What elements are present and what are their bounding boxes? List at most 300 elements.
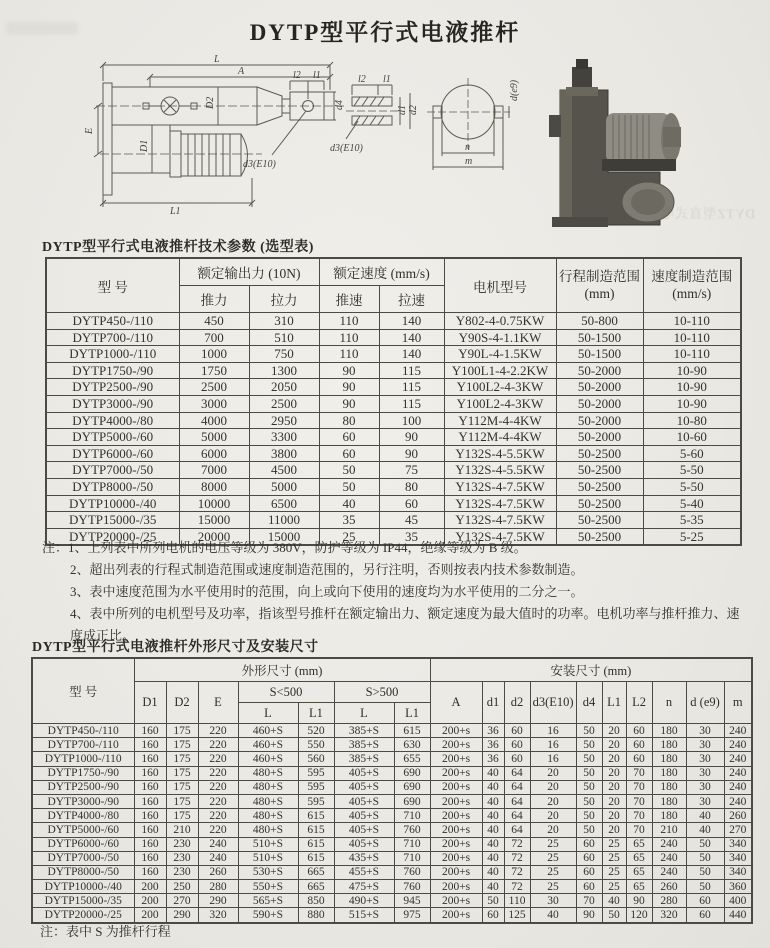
table-cell: 1300 [249, 362, 319, 379]
table-cell: 70 [626, 766, 652, 780]
table-cell: 490+S [334, 894, 394, 908]
table-cell: 90 [576, 908, 602, 923]
table-cell: 11000 [249, 512, 319, 529]
table-cell: 10-90 [643, 362, 741, 379]
table-cell: 110 [319, 329, 379, 346]
table-cell: 200+s [430, 908, 482, 923]
table-cell: 760 [394, 880, 430, 894]
table-cell: 160 [134, 724, 166, 738]
table-cell: 615 [298, 837, 334, 851]
table-cell: 710 [394, 837, 430, 851]
table-cell: 405+S [334, 823, 394, 837]
table-cell: 250 [166, 880, 198, 894]
table-cell: 240 [652, 837, 686, 851]
table-cell: 90 [379, 445, 444, 462]
table-cell: 220 [198, 823, 238, 837]
table-cell: 60 [626, 724, 652, 738]
table-cell: 50-2500 [556, 462, 643, 479]
col-header-s-lt-500: S<500 [238, 682, 334, 703]
table-cell: 340 [724, 837, 752, 851]
col-header-d1: d1 [482, 682, 504, 724]
table-cell: 160 [134, 738, 166, 752]
table-cell: DYTP6000-/60 [46, 445, 179, 462]
table-cell: 400 [724, 894, 752, 908]
table-row [46, 362, 741, 379]
table-cell: 230 [166, 837, 198, 851]
table-cell: 405+S [334, 794, 394, 808]
section-view-labels [330, 74, 419, 154]
table-cell: 75 [379, 462, 444, 479]
table-cell: 175 [166, 738, 198, 752]
table-cell: 50 [686, 851, 724, 865]
table-cell: 50 [319, 478, 379, 495]
table-cell: 290 [198, 894, 238, 908]
col-header-model: 型 号 [46, 258, 179, 313]
table-row [46, 429, 741, 446]
table-cell: DYTP450-/110 [46, 313, 179, 330]
table-cell: DYTP4000-/80 [46, 412, 179, 429]
table-cell: 36 [482, 738, 504, 752]
table-cell: 8000 [179, 478, 249, 495]
table-cell: 180 [652, 766, 686, 780]
table-cell: 20 [530, 780, 576, 794]
table-cell: 10-90 [643, 395, 741, 412]
table-cell: 40 [530, 908, 576, 923]
table-cell: DYTP6000-/60 [32, 837, 134, 851]
table-cell: Y802-4-0.75KW [444, 313, 556, 330]
table-cell: 20 [602, 780, 626, 794]
table-cell: 64 [504, 766, 530, 780]
spec-table-body [46, 313, 741, 546]
bleedthrough-text: DYTZ型直式电 [660, 206, 755, 221]
table-cell: 460+S [238, 738, 298, 752]
table-cell: 200+s [430, 766, 482, 780]
table-cell: 50-2500 [556, 445, 643, 462]
col-header-d4: d4 [576, 682, 602, 724]
table-cell: 25 [530, 851, 576, 865]
table-cell: 665 [298, 880, 334, 894]
table-cell: DYTP10000-/40 [46, 495, 179, 512]
table-row [46, 395, 741, 412]
table-cell: 480+S [238, 780, 298, 794]
table-row [46, 478, 741, 495]
table-cell: 70 [626, 780, 652, 794]
table-cell: Y132S-4-7.5KW [444, 478, 556, 495]
table-cell: 60 [319, 445, 379, 462]
col-header-de9: d (e9) [686, 682, 724, 724]
table-cell: 175 [166, 794, 198, 808]
table-cell: 25 [602, 880, 626, 894]
table-row [46, 313, 741, 330]
table-cell: 30 [686, 766, 724, 780]
table-cell: 20 [602, 823, 626, 837]
table-cell: 340 [724, 865, 752, 879]
table-cell: 320 [652, 908, 686, 923]
stroke-range-unit: (mm) [584, 285, 615, 301]
table-cell: 115 [379, 379, 444, 396]
dim-label-l2: l2 [293, 70, 301, 81]
table-cell: 2950 [249, 412, 319, 429]
table-cell: 595 [298, 780, 334, 794]
table1-notes [42, 537, 742, 647]
table-cell: 16 [530, 738, 576, 752]
table-cell: 360 [724, 880, 752, 894]
table-cell: 10-80 [643, 412, 741, 429]
table-cell: 35 [379, 528, 444, 545]
table-cell: 200+s [430, 752, 482, 766]
table-cell: 240 [724, 738, 752, 752]
table-cell: 35 [319, 512, 379, 529]
table-row [46, 512, 741, 529]
table-cell: 64 [504, 794, 530, 808]
table-cell: DYTP1750-/90 [46, 362, 179, 379]
table-cell: 64 [504, 823, 530, 837]
table-cell: 240 [724, 794, 752, 808]
table-cell: 110 [319, 313, 379, 330]
table-cell: 270 [724, 823, 752, 837]
table-cell: 90 [626, 894, 652, 908]
table-cell: 240 [652, 865, 686, 879]
table-cell: 140 [379, 329, 444, 346]
table-cell: Y112M-4-4KW [444, 412, 556, 429]
table-cell: 50-2000 [556, 379, 643, 396]
table-cell: 65 [626, 851, 652, 865]
table-cell: 270 [166, 894, 198, 908]
dim-label-de9: d(e9) [509, 79, 520, 101]
table-cell: 710 [394, 809, 430, 823]
table-cell: 280 [652, 894, 686, 908]
table-cell: 1750 [179, 362, 249, 379]
table-cell: 230 [166, 851, 198, 865]
table-cell: 200+s [430, 837, 482, 851]
table-cell: 60 [504, 738, 530, 752]
table-cell: 50 [576, 724, 602, 738]
table-cell: 550+S [238, 880, 298, 894]
table-cell: 405+S [334, 780, 394, 794]
table-cell: 90 [379, 429, 444, 446]
table-cell: 200+s [430, 823, 482, 837]
table-cell: DYTP15000-/35 [46, 512, 179, 529]
table-cell: 260 [652, 880, 686, 894]
table-cell: 20 [602, 794, 626, 808]
table-cell: 140 [379, 346, 444, 363]
table-cell: 60 [576, 851, 602, 865]
col-header-speed-range [643, 258, 741, 313]
table-cell: 20 [530, 823, 576, 837]
table-cell: 60 [576, 880, 602, 894]
table-cell: 385+S [334, 752, 394, 766]
dim-label-l1: l1 [313, 70, 321, 81]
table-cell: 160 [134, 837, 166, 851]
table-cell: 690 [394, 766, 430, 780]
table-cell: 510 [249, 329, 319, 346]
table-cell: 40 [686, 809, 724, 823]
table-cell: 50 [686, 837, 724, 851]
table-cell: 16 [530, 724, 576, 738]
table-cell: 280 [198, 880, 238, 894]
table-cell: 2500 [249, 395, 319, 412]
table-row [32, 894, 752, 908]
table-cell: 200+s [430, 894, 482, 908]
table-cell: 440 [724, 908, 752, 923]
table-cell: 515+S [334, 908, 394, 923]
table-cell: 50-2000 [556, 395, 643, 412]
table-cell: 2500 [179, 379, 249, 396]
table-cell: 760 [394, 865, 430, 879]
table-row [32, 766, 752, 780]
table-cell: 220 [198, 752, 238, 766]
table-cell: 60 [482, 908, 504, 923]
table-cell: 175 [166, 724, 198, 738]
table-cell: 25 [602, 865, 626, 879]
table-cell: 70 [626, 809, 652, 823]
table-cell: 3300 [249, 429, 319, 446]
table-cell: 25 [602, 851, 626, 865]
table-row [32, 837, 752, 851]
dim-label-E: E [84, 127, 95, 134]
table-cell: 180 [652, 780, 686, 794]
table-cell: 160 [134, 766, 166, 780]
table-cell: 50-2000 [556, 429, 643, 446]
table-cell: 260 [724, 809, 752, 823]
table-cell: 20000 [179, 528, 249, 545]
table-row [32, 752, 752, 766]
table-cell: 240 [198, 851, 238, 865]
dim-label-n: n [465, 142, 470, 153]
table-row [32, 851, 752, 865]
col-header-L1-gt: L1 [394, 703, 430, 724]
table-row [46, 462, 741, 479]
table-cell: 5000 [179, 429, 249, 446]
table-cell: 50 [576, 738, 602, 752]
table-cell: 50-2500 [556, 478, 643, 495]
dim-label-d3: d3(E10) [243, 159, 276, 170]
table-cell: 50-2500 [556, 512, 643, 529]
table-cell: 65 [626, 837, 652, 851]
table-cell: 5000 [249, 478, 319, 495]
col-header-motor-model: 电机型号 [444, 258, 556, 313]
table-cell: 5-35 [643, 512, 741, 529]
table-cell: 220 [198, 738, 238, 752]
table-cell: DYTP1750-/90 [32, 766, 134, 780]
table-cell: 10-110 [643, 313, 741, 330]
table-cell: 480+S [238, 794, 298, 808]
table-cell: DYTP3000-/90 [32, 794, 134, 808]
table-cell: 5-40 [643, 495, 741, 512]
table-cell: 120 [626, 908, 652, 923]
col-header-L1b: L1 [602, 682, 626, 724]
table-cell: 65 [626, 880, 652, 894]
table-cell: 690 [394, 794, 430, 808]
table-cell: 615 [298, 851, 334, 865]
table-cell: 480+S [238, 766, 298, 780]
table-row [32, 724, 752, 738]
table-cell: 385+S [334, 738, 394, 752]
table-cell: 60 [576, 837, 602, 851]
table-row [32, 780, 752, 794]
table-cell: 455+S [334, 865, 394, 879]
table-cell: 975 [394, 908, 430, 923]
table-cell: 310 [249, 313, 319, 330]
dim-label-sd1: d1 [397, 105, 408, 115]
table-cell: 565+S [238, 894, 298, 908]
col-header-n: n [652, 682, 686, 724]
page-title: DYTP型平行式电液推杆 [249, 20, 521, 45]
table-cell: 180 [652, 794, 686, 808]
table-cell: 50 [319, 462, 379, 479]
table-row [32, 823, 752, 837]
col-header-L-gt: L [334, 703, 394, 724]
col-header-D2: D2 [166, 682, 198, 724]
table-cell: 510+S [238, 851, 298, 865]
table-cell: 5-25 [643, 528, 741, 545]
table-cell: DYTP3000-/90 [46, 395, 179, 412]
table-cell: 60 [504, 752, 530, 766]
table-cell: 20 [602, 724, 626, 738]
col-header-d2: d2 [504, 682, 530, 724]
table-cell: 115 [379, 362, 444, 379]
table-row [46, 495, 741, 512]
table-row [32, 809, 752, 823]
table-cell: Y100L2-4-3KW [444, 395, 556, 412]
dim-label-m: m [465, 156, 473, 167]
table-cell: 3000 [179, 395, 249, 412]
table-cell: 220 [198, 794, 238, 808]
table-cell: 200+s [430, 809, 482, 823]
table-cell: 50-1500 [556, 346, 643, 363]
table-cell: Y90L-4-1.5KW [444, 346, 556, 363]
table-cell: 110 [504, 894, 530, 908]
table-cell: 70 [626, 823, 652, 837]
table-cell: 90 [319, 379, 379, 396]
table-cell: 290 [166, 908, 198, 923]
table-row [46, 445, 741, 462]
table-cell: 405+S [334, 837, 394, 851]
side-view-drawing [94, 62, 344, 207]
col-header-D1: D1 [134, 682, 166, 724]
table-cell: 595 [298, 794, 334, 808]
table-cell: 36 [482, 752, 504, 766]
table-cell: 530+S [238, 865, 298, 879]
table-cell: 220 [198, 766, 238, 780]
table-cell: 140 [379, 313, 444, 330]
table-cell: 160 [134, 780, 166, 794]
col-header-rated-force: 额定输出力 (10N) [179, 258, 319, 286]
table-cell: 210 [652, 823, 686, 837]
col-header-L1-lt: L1 [298, 703, 334, 724]
col-header-model2: 型 号 [32, 658, 134, 724]
table-cell: 7000 [179, 462, 249, 479]
table-cell: 590+S [238, 908, 298, 923]
table-cell: 40 [482, 823, 504, 837]
speed-range-title: 速度制造范围 [651, 268, 733, 284]
table-cell: 710 [394, 851, 430, 865]
table-cell: 240 [724, 752, 752, 766]
table-cell: 15000 [249, 528, 319, 545]
speed-range-unit: (mm/s) [672, 285, 712, 301]
table-cell: 50 [576, 809, 602, 823]
table-cell: DYTP5000-/60 [46, 429, 179, 446]
table-cell: 200+s [430, 738, 482, 752]
table-row [46, 412, 741, 429]
table-cell: 260 [198, 865, 238, 879]
table-cell: 630 [394, 738, 430, 752]
table-cell: 240 [724, 780, 752, 794]
table-cell: 72 [504, 865, 530, 879]
table-cell: 460+S [238, 752, 298, 766]
table-cell: 10000 [179, 495, 249, 512]
note-line: 4、表中所列的电机型号及功率，指该型号推杆在额定输出力、额定速度为最大值时的功率。电机功率与推杆推力、速度成正比。 [70, 606, 740, 643]
dim-label-sl1: l1 [383, 74, 391, 85]
table-cell: 20 [602, 766, 626, 780]
table-cell: 200+s [430, 865, 482, 879]
table-cell: 5-50 [643, 462, 741, 479]
note-line: 3、表中速度范围为水平使用时的范围，向上或向下使用的速度均为水平使用的二分之一。 [70, 584, 584, 599]
table-cell: 40 [482, 865, 504, 879]
table-cell: 72 [504, 837, 530, 851]
table-cell: 30 [686, 752, 724, 766]
table-row [32, 865, 752, 879]
table-cell: 50-1500 [556, 329, 643, 346]
table-cell: DYTP8000-/50 [46, 478, 179, 495]
table-cell: 320 [198, 908, 238, 923]
table-cell: 475+S [334, 880, 394, 894]
table-cell: DYTP20000-/25 [46, 528, 179, 545]
table-cell: DYTP20000-/25 [32, 908, 134, 923]
table-cell: 4000 [179, 412, 249, 429]
table-cell: 80 [319, 412, 379, 429]
table-cell: 200 [134, 880, 166, 894]
table-cell: 200 [134, 908, 166, 923]
note-line: 注：1、上列表中所列电机的电压等级为 380V，防护等级为 IP44，绝缘等级为 B 级。 [42, 540, 527, 555]
dimension-table [31, 657, 753, 924]
table-cell: 20 [602, 809, 626, 823]
dim-label-L: L [214, 55, 220, 65]
table-cell: Y132S-4-7.5KW [444, 495, 556, 512]
table-cell: 10-110 [643, 329, 741, 346]
table-cell: 50-800 [556, 313, 643, 330]
table-cell: DYTP700-/110 [46, 329, 179, 346]
table-cell: 64 [504, 809, 530, 823]
table-cell: 560 [298, 752, 334, 766]
table-cell: 240 [198, 837, 238, 851]
col-header-L2: L2 [626, 682, 652, 724]
table-cell: 30 [686, 724, 724, 738]
table-cell: 40 [482, 880, 504, 894]
table-cell: 50 [576, 794, 602, 808]
table-cell: 405+S [334, 809, 394, 823]
table-cell: 180 [652, 809, 686, 823]
table2-section-title: DYTP型平行式电液推杆外形尺寸及安装尺寸 [32, 640, 319, 655]
table-cell: 200+s [430, 794, 482, 808]
table-cell: 36 [482, 724, 504, 738]
table-cell: 50-2500 [556, 495, 643, 512]
table-cell: 200+s [430, 724, 482, 738]
table-cell: 10-90 [643, 379, 741, 396]
product-photo [549, 59, 681, 227]
table-cell: 40 [602, 894, 626, 908]
table-cell: 115 [379, 395, 444, 412]
table-cell: 60 [379, 495, 444, 512]
table-cell: 50 [602, 908, 626, 923]
table-cell: 460+S [238, 724, 298, 738]
table-cell: 50-2000 [556, 412, 643, 429]
table-cell: 175 [166, 809, 198, 823]
table-cell: 750 [249, 346, 319, 363]
table-cell: 40 [482, 837, 504, 851]
dimension-table-body [32, 724, 752, 923]
table-cell: 110 [319, 346, 379, 363]
